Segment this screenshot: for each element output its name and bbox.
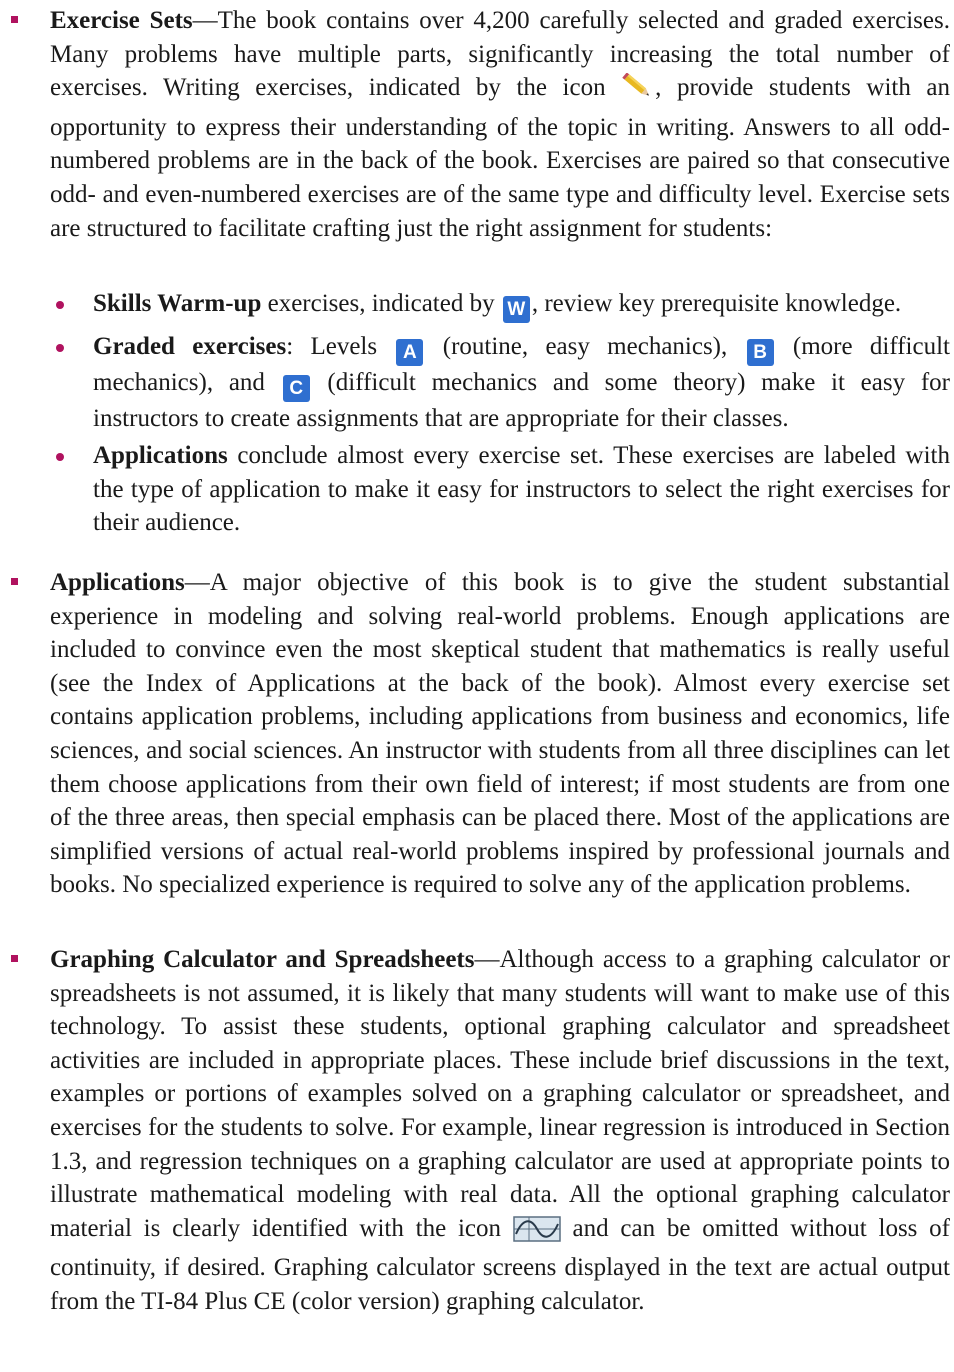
round-bullet bbox=[56, 344, 64, 352]
paragraph-text: —Although access to a graphing calculator or spreadsheets is not assumed, it is likely that many students will want to make use of this technology. To assist these students, optional graphing calculator and spreadsheet activities are included in appropriate places. These include brief discussions in the text, examples or portions of examples solved on a graphing calculator or spreadsheet, and exercises for the students to solve. For example, linear regression is introduced in Section 1.3, and regression techniques on a graphing calculator are used at appropriate points to illustrate mathematical modeling with real data. All the optional graphing calculator material is clearly identified with the icon bbox=[50, 946, 950, 1242]
exercise-sets-paragraph bbox=[50, 4, 950, 245]
item-text: (routine, easy mechanics), bbox=[425, 333, 745, 360]
round-bullet bbox=[56, 453, 64, 461]
paragraph-text: and can be omitted without loss of continuity, if desired. Graphing calculator screens displayed in the text are actual output from the TI-84 Plus CE (color version) graphing calculator. bbox=[50, 1214, 950, 1315]
paragraph-text: —A major objective of this book is to give the student substantial experience in modeling and solving real-world problems. Enough applications are included to convince even the most skeptical student that mathematics is really useful (see the Index of Applications at the back of the book). Almost every exercise set contains application problems, including applications from business and economics, life sciences, and social sciences. An instructor with students from all three disciplines can let them choose applications from their own field of interest; if most students are from one of the three areas, then special emphasis can be placed there. Most of the applications are simplified versions of actual real-world problems inspired by professional journals and books. No specialized experience is required to solve any of the application problems. bbox=[50, 569, 950, 899]
list-item bbox=[0, 330, 954, 436]
badge-b-icon: B bbox=[747, 339, 774, 366]
section-exercise-sets bbox=[0, 4, 954, 245]
square-bullet bbox=[11, 16, 18, 23]
paragraph-text: , provide students with an opportunity to express their understanding of the topic in writing. Answers to all odd-numbered problems are in the back of the book. Exercises are paired so that consecutive odd- and even-numbered exercises are of the same type and difficulty level. Exercise sets are structured to facilitate crafting just the right assignment for students: bbox=[50, 74, 950, 242]
square-bullet bbox=[11, 955, 18, 962]
badge-c-icon: C bbox=[283, 375, 310, 402]
section-title: Graphing Calculator and Spreadsheets bbox=[50, 946, 475, 973]
list-item bbox=[0, 439, 954, 540]
graded-exercises-text bbox=[93, 330, 950, 436]
square-bullet bbox=[11, 578, 18, 585]
paragraph-text: —The book contains over 4,200 carefully selected and graded exercises. Many problems have multiple parts, significantly increasing the total number of exercises. Writing exercises, indicated by the icon bbox=[50, 7, 950, 102]
item-text: exercises, indicated by bbox=[261, 290, 501, 317]
applications-paragraph bbox=[50, 566, 950, 902]
section-applications bbox=[0, 566, 954, 902]
applications-sub-text bbox=[93, 439, 950, 540]
skills-warmup-text bbox=[93, 287, 950, 323]
round-bullet bbox=[56, 301, 64, 309]
item-title: Applications bbox=[93, 442, 228, 469]
graphing-calculator-paragraph bbox=[50, 943, 950, 1319]
item-text: conclude almost every exercise set. These exercises are labeled with the type of application to make it easy for instructors to select the right exercises for their audience. bbox=[93, 442, 950, 537]
badge-a-icon: A bbox=[396, 339, 423, 366]
section-graphing-calculator bbox=[0, 943, 954, 1319]
graphing-calculator-icon bbox=[513, 1216, 561, 1252]
section-title: Exercise Sets bbox=[50, 7, 193, 34]
list-item bbox=[0, 287, 954, 323]
item-text: , review key prerequisite knowledge. bbox=[531, 290, 902, 317]
section-title: Applications bbox=[50, 569, 185, 596]
item-text: (difficult mechanics and some theory) make it easy for instructors to create assignments that are appropriate for their classes. bbox=[93, 369, 950, 432]
item-text: : Levels bbox=[286, 333, 395, 360]
item-title: Graded exercises bbox=[93, 333, 287, 360]
item-text: (more difficult mechanics), and bbox=[93, 333, 950, 396]
badge-w-icon: W bbox=[503, 296, 530, 323]
pencil-icon bbox=[621, 73, 655, 111]
item-title: Skills Warm-up bbox=[93, 290, 262, 317]
